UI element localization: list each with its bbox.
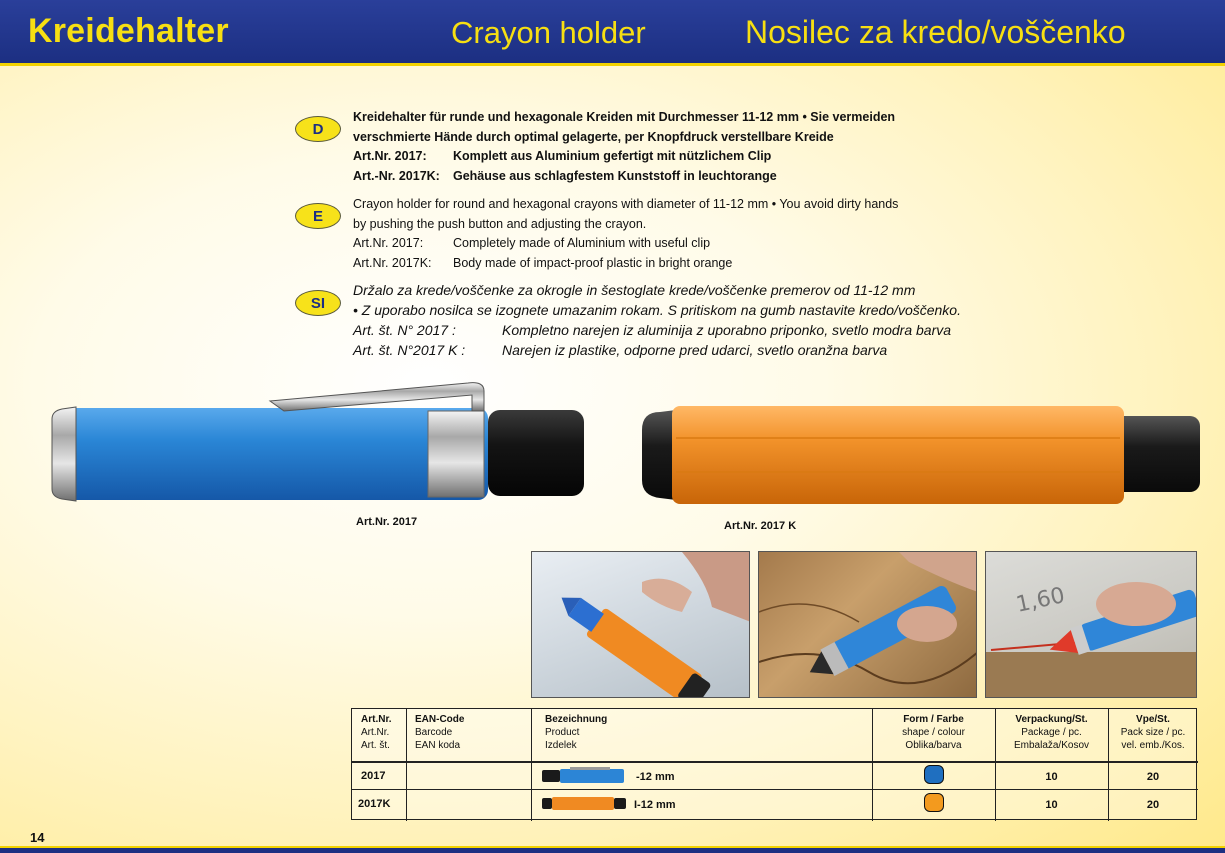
si-line2: • Z uporabo nosilca se izognete umazanim rokam. S pritiskom na gumb nastavite kredo/voščenko.: [353, 302, 961, 318]
caption-orange: Art.Nr. 2017 K: [724, 520, 797, 532]
si-art2-text: Narejen iz plastike, odporne pred udarci, svetlo oranžna barva: [502, 342, 888, 358]
de-art2-text: Gehäuse aus schlagfestem Kunststoff in leuchtorange: [453, 169, 777, 183]
crayon-holder-orange-image: [636, 400, 1204, 510]
caption-blue: Art.Nr. 2017: [356, 516, 418, 528]
col-header-ean: EAN-Code Barcode EAN koda: [415, 714, 465, 751]
title-english: Crayon holder: [451, 15, 646, 50]
badge-si: SI: [295, 290, 341, 316]
de-art1-text: Komplett aus Aluminium gefertigt mit nützlichem Clip: [453, 149, 772, 163]
row1-pack: 20: [1146, 771, 1160, 783]
row2-product: I-12 mm: [634, 799, 676, 811]
col-header-pack: Vpe/St. Pack size / pc. vel. emb./Kos.: [1120, 714, 1186, 751]
photo-measurement-label: 1,60: [1013, 583, 1068, 618]
en-line2: by pushing the push button and adjusting the crayon.: [353, 217, 647, 231]
row1-package: 10: [1045, 771, 1058, 783]
en-art1-label: Art.Nr. 2017:: [353, 236, 424, 250]
row2-product-thumbnail: [540, 794, 632, 812]
en-art1-text: Completely made of Aluminium with useful clip: [453, 236, 711, 250]
badge-e: E: [295, 203, 341, 229]
row1-art: 2017: [361, 770, 386, 782]
title-german: Kreidehalter: [28, 12, 229, 50]
row1-product: -12 mm: [636, 771, 675, 783]
badge-d: D: [295, 116, 341, 142]
en-line1: Crayon holder for round and hexagonal crayons with diameter of 11-12 mm • You avoid dirty hands: [353, 197, 899, 211]
row1-color-swatch: [924, 765, 944, 784]
col-header-package: Verpackung/St. Package / pc. Embalaža/Kosov: [1013, 714, 1090, 751]
si-line1: Držalo za krede/voščenke za okrogle in šestoglate krede/voščenke premerov od 11-12 mm: [353, 282, 916, 298]
col-header-shape: Form / Farbe shape / colour Oblika/barva: [902, 714, 965, 751]
row2-package: 10: [1045, 799, 1058, 811]
de-art1-label: Art.Nr. 2017:: [353, 149, 427, 163]
si-art2-label: Art. št. N°2017 K :: [353, 342, 466, 358]
row2-pack: 20: [1146, 799, 1160, 811]
photo-wood: [758, 551, 977, 698]
en-art2-text: Body made of impact-proof plastic in bright orange: [453, 256, 733, 270]
de-line2: verschmierte Hände durch optimal gelagerte, per Knopfdruck verstellbare Kreide: [353, 130, 834, 144]
page-header: [0, 0, 1225, 66]
de-line1: Kreidehalter für runde und hexagonale Kreiden mit Durchmesser 11-12 mm • Sie vermeiden: [353, 110, 896, 124]
en-art2-label: Art.Nr. 2017K:: [353, 256, 432, 270]
si-art1-label: Art. št. N° 2017 :: [353, 322, 456, 338]
photo-snow: [531, 551, 750, 698]
row2-art: 2017K: [358, 798, 391, 810]
de-art2-label: Art.-Nr. 2017K:: [353, 169, 440, 183]
crayon-holder-blue-image: [48, 375, 588, 505]
product-table: [351, 708, 1197, 820]
col-header-product: Bezeichnung Product Izdelek: [545, 714, 608, 751]
row2-color-swatch: [924, 793, 944, 812]
photo-concrete: [985, 551, 1197, 698]
page-number: 14: [30, 830, 45, 845]
title-slovenian: Nosilec za kredo/voščenko: [745, 14, 1126, 50]
row1-product-thumbnail: [540, 766, 632, 784]
si-art1-text: Kompletno narejen iz aluminija z uporabno priponko, svetlo modra barva: [502, 322, 952, 338]
col-header-art: Art.Nr. Art.Nr. Art. št.: [361, 714, 392, 751]
page-footer: [0, 846, 1225, 853]
